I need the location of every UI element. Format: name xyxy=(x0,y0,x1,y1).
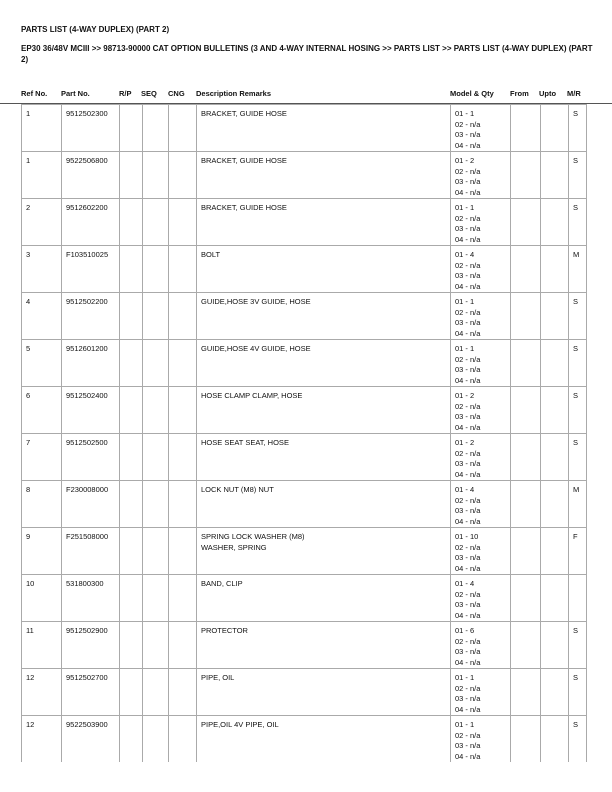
cell-text: 01 - 1 xyxy=(455,297,475,306)
cell-text: S xyxy=(573,626,579,635)
rp-cell xyxy=(120,669,143,716)
header-desc: Description Remarks xyxy=(196,89,272,98)
cell-text: 02 - n/a xyxy=(455,166,481,176)
description-cell xyxy=(197,387,451,434)
cell-text: S xyxy=(573,673,579,682)
ref-cell xyxy=(22,434,62,481)
mr-cell xyxy=(569,387,587,434)
table-row xyxy=(22,293,587,340)
ref-cell xyxy=(22,293,62,340)
cell-text: PIPE,OIL 4V PIPE, OIL xyxy=(201,720,279,729)
upto-cell xyxy=(541,528,569,575)
description-cell xyxy=(197,622,451,669)
cng-cell xyxy=(169,481,197,528)
cell-text: 10 xyxy=(26,579,35,588)
table-row xyxy=(22,152,587,199)
description-cell xyxy=(197,481,451,528)
cell-text: HOSE CLAMP CLAMP, HOSE xyxy=(201,391,303,400)
seq-cell xyxy=(143,387,169,434)
cell-text: 1 xyxy=(26,156,31,165)
mr-cell xyxy=(569,669,587,716)
mr-cell xyxy=(569,575,587,622)
seq-cell xyxy=(143,105,169,152)
part-number-cell xyxy=(62,293,120,340)
part-number-cell xyxy=(62,622,120,669)
cell-text: LOCK NUT (M8) NUT xyxy=(201,485,274,494)
cell-text: 1 xyxy=(26,109,31,118)
rp-cell xyxy=(120,481,143,528)
seq-cell xyxy=(143,152,169,199)
header-cng: CNG xyxy=(168,89,185,98)
rp-cell xyxy=(120,105,143,152)
cell-text: 03 - n/a xyxy=(455,647,481,656)
part-number-cell xyxy=(62,716,120,763)
header-part: Part No. xyxy=(61,89,90,98)
part-number-cell xyxy=(62,528,120,575)
from-cell xyxy=(511,528,541,575)
cng-cell xyxy=(169,293,197,340)
table-row xyxy=(22,105,587,152)
table-row xyxy=(22,340,587,387)
part-number-cell xyxy=(62,575,120,622)
cell-text: 9 xyxy=(26,532,31,541)
cell-text: F230008000 xyxy=(66,485,109,494)
cell-text: 03 - n/a xyxy=(455,130,481,139)
cell-text: 01 - 2 xyxy=(455,156,475,165)
upto-cell xyxy=(541,622,569,669)
cell-text: 02 - n/a xyxy=(455,354,481,364)
model-qty-cell xyxy=(451,716,511,763)
ref-cell xyxy=(22,669,62,716)
cell-text: 03 - n/a xyxy=(455,506,481,515)
rp-cell xyxy=(120,622,143,669)
cng-cell xyxy=(169,716,197,763)
model-qty-cell xyxy=(451,528,511,575)
from-cell xyxy=(511,387,541,434)
mr-cell xyxy=(569,528,587,575)
upto-cell xyxy=(541,575,569,622)
cell-text: 04 - n/a xyxy=(455,751,481,761)
cell-text: 02 - n/a xyxy=(455,542,481,552)
cell-text: 2 xyxy=(26,203,31,212)
mr-cell xyxy=(569,716,587,763)
from-cell xyxy=(511,105,541,152)
cell-text: 04 - n/a xyxy=(455,375,481,385)
cell-text: 04 - n/a xyxy=(455,187,481,197)
description-cell xyxy=(197,716,451,763)
rp-cell xyxy=(120,152,143,199)
model-qty-cell xyxy=(451,293,511,340)
cell-text: GUIDE,HOSE 3V GUIDE, HOSE xyxy=(201,297,311,306)
cell-text: 01 - 4 xyxy=(455,485,475,494)
model-qty-cell xyxy=(451,152,511,199)
cell-text: 9512502300 xyxy=(66,109,108,118)
cell-text: 01 - 1 xyxy=(455,109,475,118)
ref-cell xyxy=(22,387,62,434)
cell-text: BOLT xyxy=(201,250,221,259)
cell-text: 9512601200 xyxy=(66,344,108,353)
seq-cell xyxy=(143,622,169,669)
cell-text: 03 - n/a xyxy=(455,694,481,703)
cell-text: 04 - n/a xyxy=(455,234,481,244)
description-cell xyxy=(197,340,451,387)
upto-cell xyxy=(541,105,569,152)
cell-text: 9512502700 xyxy=(66,673,108,682)
from-cell xyxy=(511,434,541,481)
cell-text: S xyxy=(573,344,579,353)
description-cell xyxy=(197,152,451,199)
cell-text: 04 - n/a xyxy=(455,281,481,291)
model-qty-cell xyxy=(451,340,511,387)
cell-text: 02 - n/a xyxy=(455,119,481,129)
description-cell xyxy=(197,199,451,246)
rp-cell xyxy=(120,387,143,434)
cell-text: 04 - n/a xyxy=(455,516,481,526)
description-cell xyxy=(197,246,451,293)
cell-text: 03 - n/a xyxy=(455,459,481,468)
from-cell xyxy=(511,340,541,387)
cell-text: S xyxy=(573,297,579,306)
header-upto: Upto xyxy=(539,89,557,98)
from-cell xyxy=(511,669,541,716)
cell-text: 02 - n/a xyxy=(455,495,481,505)
cng-cell xyxy=(169,246,197,293)
mr-cell xyxy=(569,622,587,669)
cell-text: 11 xyxy=(26,626,34,635)
model-qty-cell xyxy=(451,622,511,669)
table-row xyxy=(22,575,587,622)
cell-text: 02 - n/a xyxy=(455,307,481,317)
ref-cell xyxy=(22,199,62,246)
cng-cell xyxy=(169,528,197,575)
cell-text: 03 - n/a xyxy=(455,553,481,562)
description-cell xyxy=(197,669,451,716)
cell-text: S xyxy=(573,203,579,212)
part-number-cell xyxy=(62,669,120,716)
from-cell xyxy=(511,246,541,293)
cell-text: 9522503900 xyxy=(66,720,108,729)
description-cell xyxy=(197,575,451,622)
ref-cell xyxy=(22,246,62,293)
seq-cell xyxy=(143,669,169,716)
table-row xyxy=(22,528,587,575)
seq-cell xyxy=(143,293,169,340)
cell-text: F251508000 xyxy=(66,532,109,541)
rp-cell xyxy=(120,434,143,481)
cng-cell xyxy=(169,622,197,669)
cell-text: 9512502200 xyxy=(66,297,108,306)
cell-text: 01 - 1 xyxy=(455,720,475,729)
from-cell xyxy=(511,622,541,669)
rp-cell xyxy=(120,246,143,293)
mr-cell xyxy=(569,293,587,340)
table-row xyxy=(22,199,587,246)
cell-text: 3 xyxy=(26,250,31,259)
cng-cell xyxy=(169,199,197,246)
cell-text: 02 - n/a xyxy=(455,448,481,458)
ref-cell xyxy=(22,575,62,622)
cng-cell xyxy=(169,434,197,481)
rp-cell xyxy=(120,340,143,387)
from-cell xyxy=(511,199,541,246)
part-number-cell xyxy=(62,246,120,293)
rp-cell xyxy=(120,199,143,246)
cell-text: 03 - n/a xyxy=(455,224,481,233)
cell-text: 04 - n/a xyxy=(455,422,481,432)
model-qty-cell xyxy=(451,105,511,152)
cell-text: 8 xyxy=(26,485,31,494)
upto-cell xyxy=(541,152,569,199)
table-row xyxy=(22,246,587,293)
from-cell xyxy=(511,481,541,528)
cell-text: 02 - n/a xyxy=(455,401,481,411)
part-number-cell xyxy=(62,199,120,246)
seq-cell xyxy=(143,481,169,528)
cell-text: 01 - 4 xyxy=(455,579,475,588)
table-row xyxy=(22,622,587,669)
cell-text: 01 - 4 xyxy=(455,250,475,259)
ref-cell xyxy=(22,481,62,528)
from-cell xyxy=(511,575,541,622)
table-row xyxy=(22,387,587,434)
seq-cell xyxy=(143,246,169,293)
from-cell xyxy=(511,716,541,763)
part-number-cell xyxy=(62,152,120,199)
part-number-cell xyxy=(62,105,120,152)
cell-text: 9512502500 xyxy=(66,438,108,447)
rp-cell xyxy=(120,575,143,622)
part-number-cell xyxy=(62,434,120,481)
cng-cell xyxy=(169,340,197,387)
cell-text: 01 - 1 xyxy=(455,344,475,353)
cell-text: M xyxy=(573,485,580,494)
cell-text: 9522506800 xyxy=(66,156,108,165)
cell-text: 04 - n/a xyxy=(455,563,481,573)
cell-text: 01 - 2 xyxy=(455,391,475,400)
table-row xyxy=(22,434,587,481)
cell-text: 01 - 10 xyxy=(455,532,479,541)
model-qty-cell xyxy=(451,246,511,293)
cell-text: 9512502900 xyxy=(66,626,108,635)
cell-text: 04 - n/a xyxy=(455,657,481,667)
seq-cell xyxy=(143,716,169,763)
seq-cell xyxy=(143,199,169,246)
parts-table xyxy=(21,104,587,762)
cell-text: SPRING LOCK WASHER (M8) xyxy=(201,532,305,541)
cell-text: S xyxy=(573,156,579,165)
cng-cell xyxy=(169,575,197,622)
cell-text: S xyxy=(573,720,579,729)
part-number-cell xyxy=(62,481,120,528)
table-row xyxy=(22,481,587,528)
rp-cell xyxy=(120,528,143,575)
header-from: From xyxy=(510,89,529,98)
cell-text: 03 - n/a xyxy=(455,365,481,374)
table-header xyxy=(0,88,612,104)
cell-text: GUIDE,HOSE 4V GUIDE, HOSE xyxy=(201,344,311,353)
header-rp: R/P xyxy=(119,89,132,98)
ref-cell xyxy=(22,152,62,199)
seq-cell xyxy=(143,340,169,387)
cell-text: 02 - n/a xyxy=(455,213,481,223)
description-cell xyxy=(197,105,451,152)
cell-text: 04 - n/a xyxy=(455,610,481,620)
ref-cell xyxy=(22,528,62,575)
cell-text: 02 - n/a xyxy=(455,636,481,646)
cell-text: 04 - n/a xyxy=(455,140,481,150)
cell-text: 04 - n/a xyxy=(455,328,481,338)
rp-cell xyxy=(120,716,143,763)
mr-cell xyxy=(569,434,587,481)
description-cell xyxy=(197,293,451,340)
cell-text: S xyxy=(573,438,579,447)
cell-text: 03 - n/a xyxy=(455,741,481,750)
ref-cell xyxy=(22,622,62,669)
header-ref: Ref No. xyxy=(21,89,48,98)
model-qty-cell xyxy=(451,387,511,434)
cell-text: PROTECTOR xyxy=(201,626,248,635)
upto-cell xyxy=(541,199,569,246)
cell-text: 6 xyxy=(26,391,31,400)
upto-cell xyxy=(541,246,569,293)
description-cell xyxy=(197,528,451,575)
cng-cell xyxy=(169,105,197,152)
cell-text: 7 xyxy=(26,438,31,447)
cell-text: BRACKET, GUIDE HOSE xyxy=(201,109,287,118)
from-cell xyxy=(511,293,541,340)
ref-cell xyxy=(22,105,62,152)
cell-text: 03 - n/a xyxy=(455,271,481,280)
cell-text: BRACKET, GUIDE HOSE xyxy=(201,156,287,165)
cell-text: 03 - n/a xyxy=(455,318,481,327)
cell-text: 01 - 1 xyxy=(455,673,475,682)
cng-cell xyxy=(169,669,197,716)
cell-text: 03 - n/a xyxy=(455,412,481,421)
seq-cell xyxy=(143,434,169,481)
description-cell xyxy=(197,434,451,481)
cell-text: HOSE SEAT SEAT, HOSE xyxy=(201,438,289,447)
cell-text: 04 - n/a xyxy=(455,704,481,714)
cell-text: 02 - n/a xyxy=(455,589,481,599)
header-model: Model & Qty xyxy=(450,89,494,98)
table-row xyxy=(22,669,587,716)
upto-cell xyxy=(541,340,569,387)
cell-text: S xyxy=(573,391,579,400)
upto-cell xyxy=(541,387,569,434)
header-seq: SEQ xyxy=(141,89,157,98)
mr-cell xyxy=(569,340,587,387)
upto-cell xyxy=(541,293,569,340)
part-number-cell xyxy=(62,387,120,434)
cell-text: PIPE, OIL xyxy=(201,673,235,682)
cell-text: BAND, CLIP xyxy=(201,579,243,588)
cell-text: 02 - n/a xyxy=(455,730,481,740)
cell-text: 04 - n/a xyxy=(455,469,481,479)
ref-cell xyxy=(22,716,62,763)
cell-text: 01 - 1 xyxy=(455,203,475,212)
cell-text: 03 - n/a xyxy=(455,177,481,186)
mr-cell xyxy=(569,199,587,246)
model-qty-cell xyxy=(451,669,511,716)
model-qty-cell xyxy=(451,199,511,246)
breadcrumb: EP30 36/48V MCIII >> 98713-90000 CAT OPTION BULLETINS (3 AND 4-WAY INTERNAL HOSING >> PARTS LIST >> PARTS LIST (4-WAY DUPLEX) (PART 2) xyxy=(21,44,593,64)
cell-text: WASHER, SPRING xyxy=(201,542,267,552)
upto-cell xyxy=(541,669,569,716)
cell-text: 4 xyxy=(26,297,31,306)
cell-text: 01 - 6 xyxy=(455,626,475,635)
part-number-cell xyxy=(62,340,120,387)
mr-cell xyxy=(569,105,587,152)
cell-text: 5 xyxy=(26,344,31,353)
mr-cell xyxy=(569,246,587,293)
cell-text: S xyxy=(573,109,579,118)
seq-cell xyxy=(143,528,169,575)
mr-cell xyxy=(569,481,587,528)
cng-cell xyxy=(169,152,197,199)
cell-text: BRACKET, GUIDE HOSE xyxy=(201,203,287,212)
cell-text: M xyxy=(573,250,580,259)
cell-text: 9512602200 xyxy=(66,203,108,212)
cell-text: F xyxy=(573,532,578,541)
rp-cell xyxy=(120,293,143,340)
model-qty-cell xyxy=(451,481,511,528)
model-qty-cell xyxy=(451,434,511,481)
from-cell xyxy=(511,152,541,199)
upto-cell xyxy=(541,434,569,481)
cell-text: 531800300 xyxy=(66,579,104,588)
table-row xyxy=(22,716,587,763)
cell-text: 12 xyxy=(26,673,35,682)
cell-text: 01 - 2 xyxy=(455,438,475,447)
cng-cell xyxy=(169,387,197,434)
cell-text: F103510025 xyxy=(66,250,109,259)
cell-text: 12 xyxy=(26,720,35,729)
upto-cell xyxy=(541,481,569,528)
ref-cell xyxy=(22,340,62,387)
header-mr: M/R xyxy=(567,89,581,98)
cell-text: 02 - n/a xyxy=(455,683,481,693)
upto-cell xyxy=(541,716,569,763)
seq-cell xyxy=(143,575,169,622)
cell-text: 03 - n/a xyxy=(455,600,481,609)
page-title: PARTS LIST (4-WAY DUPLEX) (PART 2) xyxy=(21,25,170,34)
cell-text: 9512502400 xyxy=(66,391,108,400)
model-qty-cell xyxy=(451,575,511,622)
mr-cell xyxy=(569,152,587,199)
cell-text: 02 - n/a xyxy=(455,260,481,270)
